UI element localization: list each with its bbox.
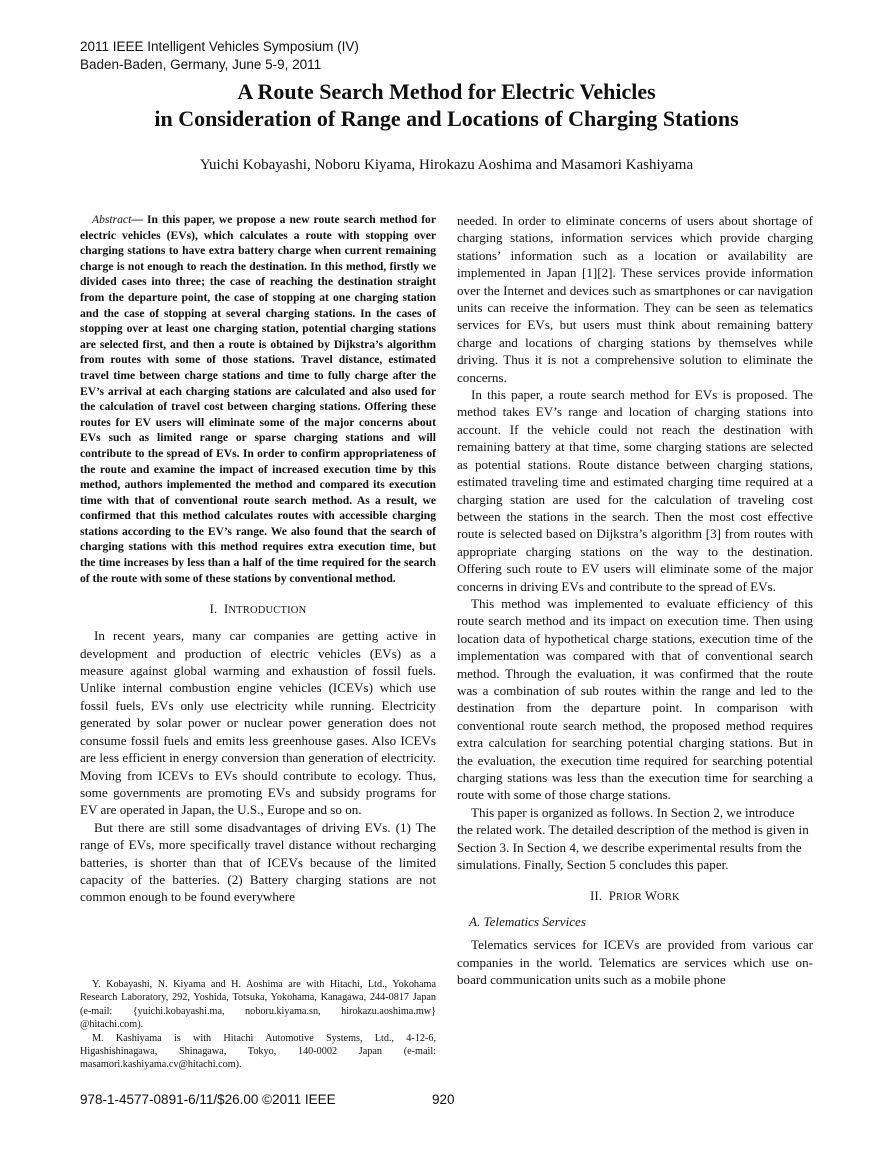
isbn-copyright: 978-1-4577-0891-6/11/$26.00 ©2011 IEEE: [80, 1092, 336, 1107]
subsection-heading-telematics: A. Telematics Services: [469, 914, 586, 930]
section2-cap-1: P: [608, 889, 617, 904]
section-title-rest: NTRODUCTION: [228, 605, 307, 617]
conference-name: 2011 IEEE Intelligent Vehicles Symposium (IV): [80, 39, 359, 54]
section2-numeral: II.: [590, 889, 603, 904]
right-paragraph-3: This paper is organized as follows. In Section 2, we introduce the related work. The detailed description of the method is given in Section 3. In Section 4, we describe experimental results from the simulations. Finally, Section 5 concludes this paper.: [457, 804, 809, 873]
right-paragraph-2: This method was implemented to evaluate efficiency of this route search method and its impact on execution time. Then using location data of hypothetical charge stations, execution time of the implementation was compared with that of conventional search method. Through the evaluation, it was confirmed that the route was a combination of sub routes within the range and led to the destination from the departure point. In comparison with conventional route search method, the proposed method requires extra calculation for searching potential charging stations. But in the evaluation, the execution time required for searching potential charging stations was less than the execution time for searching a route with some of those charge stations.: [457, 595, 813, 803]
paper-title: [0, 78, 893, 132]
section2-rest-1: RIOR: [616, 892, 642, 904]
right-paragraph-1: In this paper, a route search method for EVs is proposed. The method takes EV’s range and location of charging stations into account. If the vehicle could not reach the destination with remaining battery at that time, some charging stations are selected as potential stations. Route distance between charging stations, estimated traveling time and estimated charging time required at a charging station are used for the calculation of traveling cost between the stations in the search. Then the most cost effective route is selected based on Dijkstra’s algorithm [3] from routes with appropriate charging stations on the way to the destination. Offering such route to EV users will eliminate some of the major concerns in driving EVs and contribute to the spread of EVs.: [457, 387, 813, 594]
section-heading-introduction: [80, 602, 436, 617]
footnote-2: M. Kashiyama is with Hitachi Automotive Systems, Ltd., 4-12-6, Higashishinagawa, Shinagawa, Tokyo, 140-0002 Japan (e-mail: masamori.kashiyama.cv@hitachi.com).: [80, 1032, 436, 1071]
abstract: [80, 212, 436, 586]
section2-cap-2: W: [645, 889, 658, 904]
conference-location: Baden-Baden, Germany, June 5-9, 2011: [80, 57, 322, 72]
title-line-2: in Consideration of Range and Locations of Charging Stations: [154, 106, 739, 131]
abstract-text: — In this paper, we propose a new route search method for electric vehicles (EVs), which calculates a route with stopping over charging stations to have extra battery charge when current remaining charge is not enough to reach the destination. In this method, firstly we divided cases into three; the case of reaching the destination straight from the departure point, the case of stopping at one charging station and the case of stopping at several charging stations. In the cases of stopping over at least one charging station, potential charging stations are selected first, and then a route is obtained by Dijkstra’s algorithm from routes with some of those stations. Travel distance, estimated travel time between charge stations and time to fully charge after the EV’s arrival at each charging stations are calculated and also used for the calculation of travel cost between charging stations. Offering these routes for EV users will eliminate some of the major concerns about EVs such as limited range or sparse charging stations and will contribute to the spread of EVs. In order to confirm appropriateness of the route and examine the impact of increased execution time by this method, authors implemented the method and compared its execution time with that of conventional route search method. As a result, we confirmed that this method calculates routes with accessible charging stations according to the EV’s range. We also found that the search of charging stations with this method requires extra execution time, but the time increases by less than a half of the time required for the search of the route with some of these stations by conventional method.: [80, 213, 436, 585]
left-column: [80, 212, 436, 906]
intro-paragraph-1: In recent years, many car companies are getting active in development and production of electric vehicles (EVs) as a measure against global warming and exhaustion of fossil fuels. Unlike internal combustion engine vehicles (ICEVs) which use fossil fuels, EVs only use electricity while running. Electricity generated by solar power or nuclear power generation does not consume fossil fuels and emits less greenhouse gases. Also ICEVs are less efficient in energy conversion than generation of electricity. Moving from ICEVs to EVs should contribute to ecology. Thus, some governments are promoting EVs and subsidy programs for EV are operated in Japan, the U.S., Europe and so on.: [80, 628, 436, 818]
intro-paragraph-2: But there are still some disadvantages of driving EVs. (1) The range of EVs, more specifically travel distance without recharging batteries, is shorter than that of ICEVs because of the limited capacity of the batteries. (2) Battery charging stations are not common enough to be found everywhere: [80, 819, 436, 905]
page-number: 920: [432, 1092, 455, 1107]
section-numeral: I.: [209, 602, 218, 617]
section-title-cap: I: [223, 602, 229, 617]
footnotes: [80, 978, 436, 1072]
title-line-1: A Route Search Method for Electric Vehicles: [237, 79, 656, 104]
author-list: Yuichi Kobayashi, Noboru Kiyama, Hirokazu Aoshima and Masamori Kashiyama: [199, 157, 694, 173]
footnote-1: Y. Kobayashi, N. Kiyama and H. Aoshima are with Hitachi, Ltd., Yokohama Research Laboratory, 292, Yoshida, Totsuka, Yokohama, Kanagawa, 244-0817 Japan (e-mail: {yuichi.kobayashi.ma, noboru.kiyama.sn, hirokazu.aoshima.mw} @hitachi.com).: [80, 979, 436, 1031]
conference-header: [80, 38, 359, 74]
right-column: [457, 212, 813, 989]
right-paragraph-0: needed. In order to eliminate concerns of users about shortage of charging stations, information services which provide charging stations’ information such as a location or availability are implemented in Japan [1][2]. These services provide information over the Internet and devices such as smartphones or car navigation units can receive the information. They can be seen as telematics services for EVs, but users must think about remaining battery charge and locations of charging stations by themselves while driving. Thus it is not a comprehensive solution to eliminate the concerns.: [457, 213, 813, 385]
right-paragraph-4: Telematics services for ICEVs are provided from various car companies in the world. Telematics are services which use on-board communication units such as a mobile phone: [457, 937, 813, 988]
abstract-label: Abstract: [92, 213, 132, 226]
section-heading-prior-work: [457, 889, 813, 904]
section2-rest-2: ORK: [657, 892, 680, 904]
